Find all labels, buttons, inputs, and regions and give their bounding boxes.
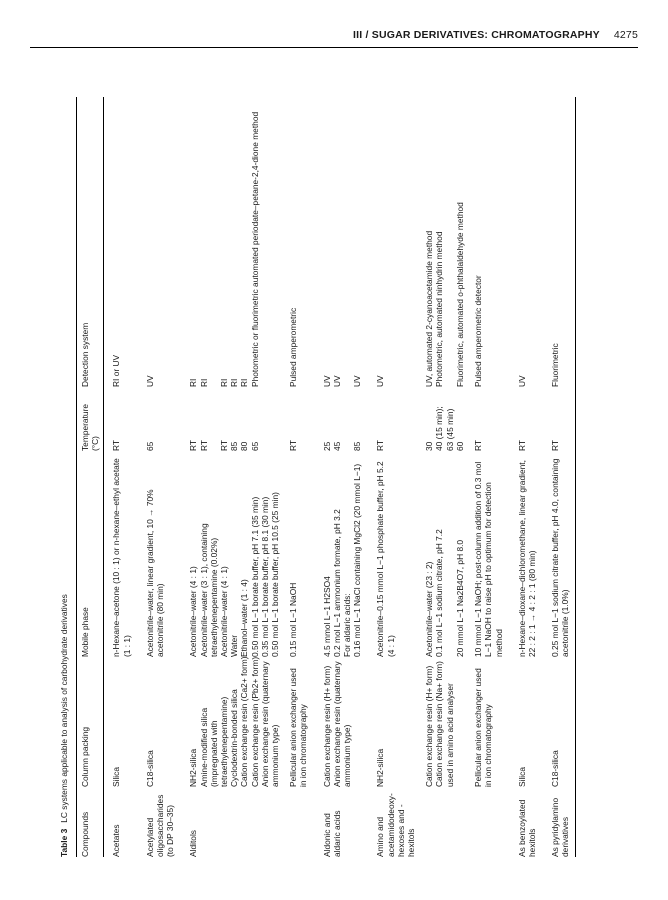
mobile-cell: Acetonitrile–water, linear gradient, 10 → 70% acetonitrile (80 min) <box>144 489 166 657</box>
mobile-line: 0.50 mol L−1 borate buffer, pH 10.5 (25 min) <box>270 492 281 657</box>
col-header-detection: Detection system <box>77 97 104 387</box>
table-row <box>537 97 575 857</box>
packing-cell: Silica <box>111 766 122 787</box>
table-row <box>465 97 504 857</box>
mobile-line: For aldaric acids: <box>342 593 353 657</box>
temp-line: 40 (15 min); <box>434 406 445 451</box>
detection-cell: Fluorimetric <box>550 343 561 387</box>
compound-cell: As benzoylated hexitols <box>516 799 537 857</box>
lc-systems-table <box>76 97 576 857</box>
packing-line: NH2-silica <box>188 748 199 787</box>
mobile-line: 0.2 mol L−1 ammonium formate, pH 3.2 <box>331 509 342 657</box>
detection-cell: UV <box>375 375 386 387</box>
mobile-line: Acetonitrile–water (4 : 1) <box>219 566 230 657</box>
packing-line: Cation exchange resin (Pb2+ form) <box>249 656 260 787</box>
detection-line: UV <box>331 375 342 387</box>
mobile-line: 20 mmol L−1 Na2B4O7, pH 8.0 <box>454 539 465 657</box>
table-row <box>104 97 132 857</box>
temp-cell: 65 <box>144 441 155 451</box>
table-header-row <box>77 97 104 857</box>
compound-cell: Amino and acetamidodeoxy-hexoses and -hexitols <box>375 793 417 857</box>
mobile-cell: n-Hexane–acetone (10 : 1) or n-hexane–ethyl acetate (1 : 1) <box>111 458 132 657</box>
compound-cell: Aldonic and aldaric acids <box>321 810 342 857</box>
detection-line: Fluorimetric, automated o-phthalaldehyde method <box>454 202 465 387</box>
compound-cell: As pyridylamino derivatives <box>550 797 571 857</box>
mobile-line: Water <box>229 634 240 657</box>
temp-cell: RT <box>516 439 527 451</box>
mobile-line: 0.1 mol L−1 sodium citrate, pH 7.2 <box>434 529 445 657</box>
mobile-line: 0.50 mol L−1 borate buffer, pH 7.1 (35 min) <box>249 496 260 657</box>
packing-cell: Pellicular anion exchanger used in ion chromatography <box>288 668 309 787</box>
temp-cell: RT <box>473 439 484 451</box>
col-header-compounds: Compounds <box>77 787 104 857</box>
detection-line: RI <box>229 378 240 387</box>
table-label: Table 3 <box>59 828 69 857</box>
packing-line: Anion exchange resin (quaternary ammonium type) <box>331 661 353 787</box>
table-row <box>280 97 308 857</box>
temp-line: RT <box>198 439 209 451</box>
col-header-temperature: Temperature (°C) <box>77 387 104 451</box>
packing-line: Amine-modified silica (impregnated with tetraethylenepentamine) <box>198 696 230 787</box>
temp-line: 25 <box>321 441 332 451</box>
detection-cell: UV <box>516 375 527 387</box>
packing-line: Cation exchange resin (Na+ form) used in amino acid analyser <box>434 661 455 787</box>
mobile-cell: 0.15 mol L−1 NaOH <box>288 582 299 657</box>
temp-line: 85 <box>229 441 240 451</box>
mobile-line: 0.35 mol L−1 borate buffer, pH 8.1 (30 min) <box>259 496 270 657</box>
section-title: III / SUGAR DERIVATIVES: CHROMATOGRAPHY <box>353 29 600 41</box>
table-row <box>416 97 465 857</box>
detection-line: RI <box>219 378 230 387</box>
detection-line: Photometric or fluorimetric automated periodate–petane-2,4-dione method <box>249 111 260 387</box>
temp-line: 63 (45 min) <box>444 408 455 451</box>
mobile-line: Acetonitrile–water (4 : 1) <box>188 566 199 657</box>
packing-line: Cyclodextrin-bonded silica <box>229 689 240 787</box>
detection-line: UV <box>352 375 363 387</box>
packing-cell: C18-silica <box>144 750 155 787</box>
detection-cell: Pulsed amperometric detector <box>473 275 484 387</box>
packing-line: Anion exchange resin (quaternary ammonium type) <box>259 661 281 787</box>
temp-line: 45 <box>331 441 342 451</box>
mobile-line: 4.5 mmol L−1 H2SO4 <box>321 576 332 657</box>
table-row <box>175 97 280 857</box>
table-title: LC systems applicable to analysis of carbohydrate derivatives <box>59 594 69 823</box>
packing-cell: Pellicular anion exchanger used in ion chromatography <box>473 668 494 787</box>
packing-cell: NH2-silica <box>375 748 386 787</box>
temp-line: RT <box>219 439 230 451</box>
detection-line: Photometric, automated ninhydrin method <box>434 231 445 387</box>
packing-line: Cation exchange resin (Ca2+ form) <box>239 656 250 787</box>
mobile-line: Acetonitrile–water (3 : 1), containing tetraethylenepentamine (0.02%) <box>198 523 219 657</box>
temp-cell: RT <box>375 439 386 451</box>
temp-line: RT <box>188 439 199 451</box>
table-row <box>362 97 416 857</box>
header-rule <box>30 47 638 48</box>
table-caption <box>55 97 76 857</box>
compound-cell: Alditols <box>188 830 199 857</box>
detection-line: RI <box>188 378 199 387</box>
detection-cell: RI or UV <box>111 354 122 387</box>
running-header <box>353 29 638 43</box>
detection-line: UV <box>321 375 332 387</box>
mobile-cell: Acetonitrile–0.15 mmol L−1 phosphate buffer, pH 5.2 (4 : 1) <box>375 461 396 657</box>
table-row <box>309 97 363 857</box>
table-row <box>504 97 537 857</box>
page-number: 4275 <box>613 29 638 41</box>
compound-cell: Acetates <box>111 824 122 857</box>
table-row <box>132 97 176 857</box>
temp-line: 30 <box>424 441 435 451</box>
detection-line: RI <box>239 378 250 387</box>
temp-cell: RT <box>550 439 561 451</box>
temp-line: 85 <box>352 441 363 451</box>
packing-line: Cation exchange resin (H+ form) <box>321 665 332 787</box>
compound-cell: Acetylated oligosaccharides (to DP 30–35) <box>144 794 176 857</box>
detection-cell: Pulsed amperometric <box>288 307 299 387</box>
packing-cell: Silica <box>516 766 527 787</box>
detection-line: RI <box>198 378 209 387</box>
packing-line: Cation exchange resin (H+ form) <box>424 665 435 787</box>
rotated-table-block <box>55 97 655 857</box>
temp-line: 65 <box>249 441 260 451</box>
col-header-packing: Column packing <box>77 657 104 787</box>
mobile-cell: 0.25 mol L−1 sodium citrate buffer, pH 4.0, containing acetonitrile (1.0%) <box>550 458 571 657</box>
temp-line: 80 <box>239 441 250 451</box>
mobile-line: 0.16 mol L−1 NaCl containing MgCl2 (20 mmol L−1) <box>352 463 363 657</box>
mobile-line: Ethanol–water (1 : 4) <box>239 579 250 657</box>
detection-cell: UV <box>144 375 155 387</box>
detection-line: UV, automated 2-cyanoacetamide method <box>424 230 435 387</box>
mobile-cell: 10 mmol L−1 NaOH; post-column addition of 0.3 mol L−1 NaOH to raise pH to optimum for detection method <box>473 461 504 657</box>
temp-cell: RT <box>111 439 122 451</box>
mobile-line: Acetonitrile–water (23 : 2) <box>424 561 435 657</box>
col-header-mobile: Mobile phase <box>77 451 104 657</box>
temp-line: 60 <box>454 441 465 451</box>
temp-cell: RT <box>288 439 299 451</box>
mobile-cell: n-Hexane–dioxane–dichloromethane, linear gradient, 22 : 2 : 1 → 4 : 2 : 1 (80 min) <box>516 460 537 657</box>
packing-cell: C18-silica <box>550 750 561 787</box>
